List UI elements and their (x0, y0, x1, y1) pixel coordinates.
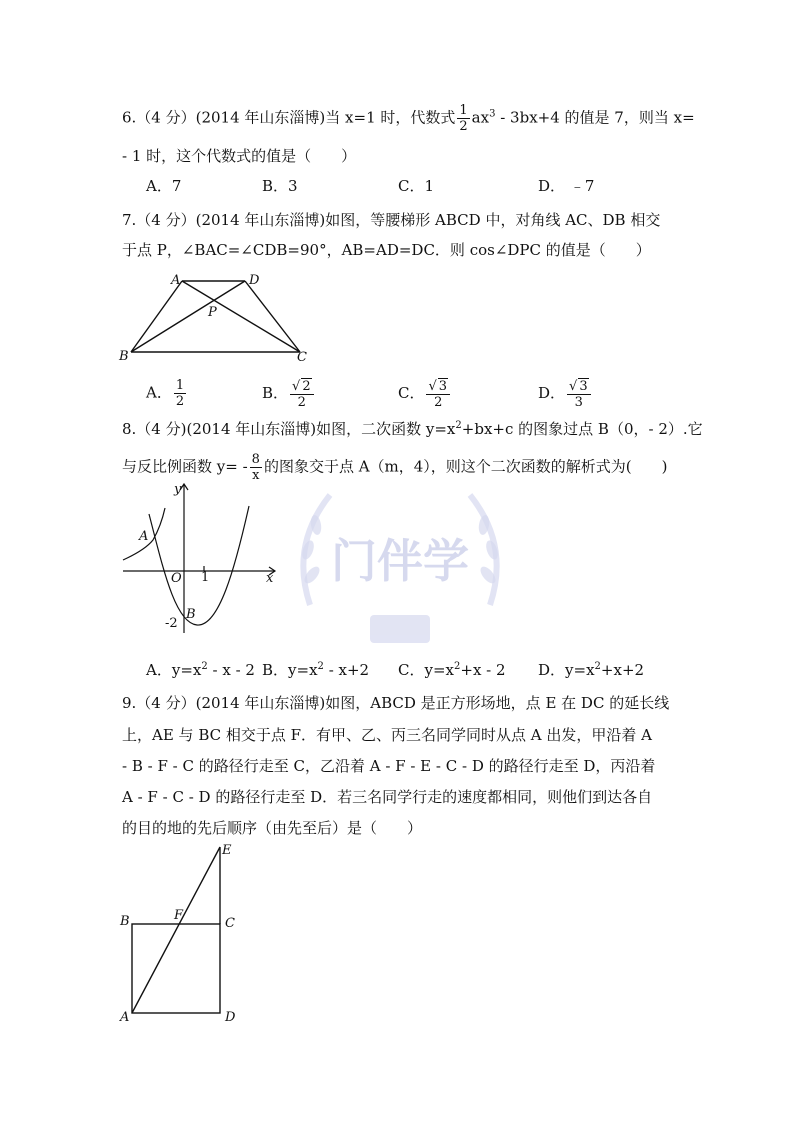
q9-line4: A - F - C - D 的路径行走至 D．若三名同学行走的速度都相同，则他们到达各自 (122, 788, 653, 806)
q9-label-B: B (120, 914, 130, 929)
q8-label-y: y (174, 482, 182, 497)
q6-choice-c[interactable]: C．1 (398, 177, 435, 195)
watermark-logo (270, 455, 530, 669)
q9-square-figure (115, 842, 255, 1027)
q6-line2: - 1 时，这个代数式的值是（ ） (122, 147, 357, 165)
q9-line5: 的目的地的先后顺序（由先至后）是（ ） (122, 819, 423, 837)
q9-line3: - B - F - C 的路径行走至 C，乙沿着 A - F - E - C - D 的路径行走至 D，丙沿着 (122, 757, 656, 775)
q7-label-D: D (249, 273, 260, 288)
q9-label-E: E (222, 843, 232, 858)
q8-label-neg2: -2 (165, 616, 178, 631)
q9-label-F: F (174, 908, 184, 923)
q7-label-P: P (208, 305, 217, 320)
q9-line2: 上，AE 与 BC 相交于点 F．有甲、乙、丙三名同学同时从点 A 出发，甲沿着 A (122, 726, 653, 744)
q8-fraction: $\frac{8}{x}$ (251, 452, 260, 483)
q8-choice-d[interactable]: D．$y=x^2+x+2$ (538, 661, 645, 679)
q7-trapezoid-figure (115, 270, 315, 365)
q8-label-A: A (139, 529, 149, 544)
q7-label-A: A (171, 273, 181, 288)
q8-choice-c[interactable]: C．$y=x^2+x - 2$ (398, 661, 506, 679)
q9-label-C: C (225, 916, 235, 931)
q8-label-O: O (171, 571, 182, 586)
q6-line1: 6.（4 分）(2014 年山东淄博)当 x=1 时，代数式 $\frac{1}{2}$ $ax^3 - 3bx+4$ 的值是 7，则当 x= (122, 103, 695, 134)
q7-line2: 于点 P，∠BAC=∠CDB=90°，AB=AD=DC．则 cos∠DPC 的值是（ ） (122, 241, 651, 259)
q7-label-C: C (297, 350, 307, 365)
watermark-text: 门伴学 (331, 534, 469, 588)
q7-choice-c[interactable]: C． $\frac{√ 3}{2}$ (398, 378, 452, 410)
q6-choice-d[interactable]: D． ﹣7 (538, 177, 595, 195)
q6-choice-b[interactable]: B．3 (262, 177, 298, 195)
q8-graph-figure (115, 478, 290, 638)
q7-label-B: B (119, 349, 129, 364)
q6-text-a: 6.（4 分）(2014 年山东淄博)当 x=1 时，代数式 (122, 108, 456, 127)
q8-line1: 8.（4 分)(2014 年山东淄博)如图，二次函数 $y=x^2+bx+c$ 的图象过点 B（0，- 2）.它 (122, 420, 703, 438)
q7-choice-a[interactable]: A． $\frac{1}{2}$ (146, 378, 185, 409)
q8-label-B: B (186, 607, 196, 622)
q8-label-x: x (266, 571, 274, 586)
q8-label-1: 1 (201, 570, 210, 585)
q6-fraction: $\frac{1}{2}$ (459, 103, 468, 134)
q9-line1: 9.（4 分）(2014 年山东淄博)如图，ABCD 是正方形场地，点 E 在 DC 的延长线 (122, 694, 670, 712)
q9-label-D: D (225, 1010, 236, 1025)
q7-choice-d[interactable]: D． $\frac{√ 3}{3}$ (538, 378, 593, 410)
q6-choice-a[interactable]: A．7 (146, 177, 182, 195)
q7-line1: 7.（4 分）(2014 年山东淄博)如图，等腰梯形 ABCD 中，对角线 AC、DB 相交 (122, 211, 661, 229)
q7-choice-b[interactable]: B． $\frac{√ 2}{2}$ (262, 378, 316, 410)
q8-line2: 与反比例函数 y= - $\frac{8}{x}$ 的图象交于点 A（m，4），则这个二次函数的解析式为( ) (122, 452, 668, 483)
q9-label-A: A (120, 1010, 130, 1025)
q8-choice-b[interactable]: B．$y=x^2 - x+2$ (262, 661, 370, 679)
q8-choice-a[interactable]: A．$y=x^2 - x - 2$ (146, 661, 255, 679)
